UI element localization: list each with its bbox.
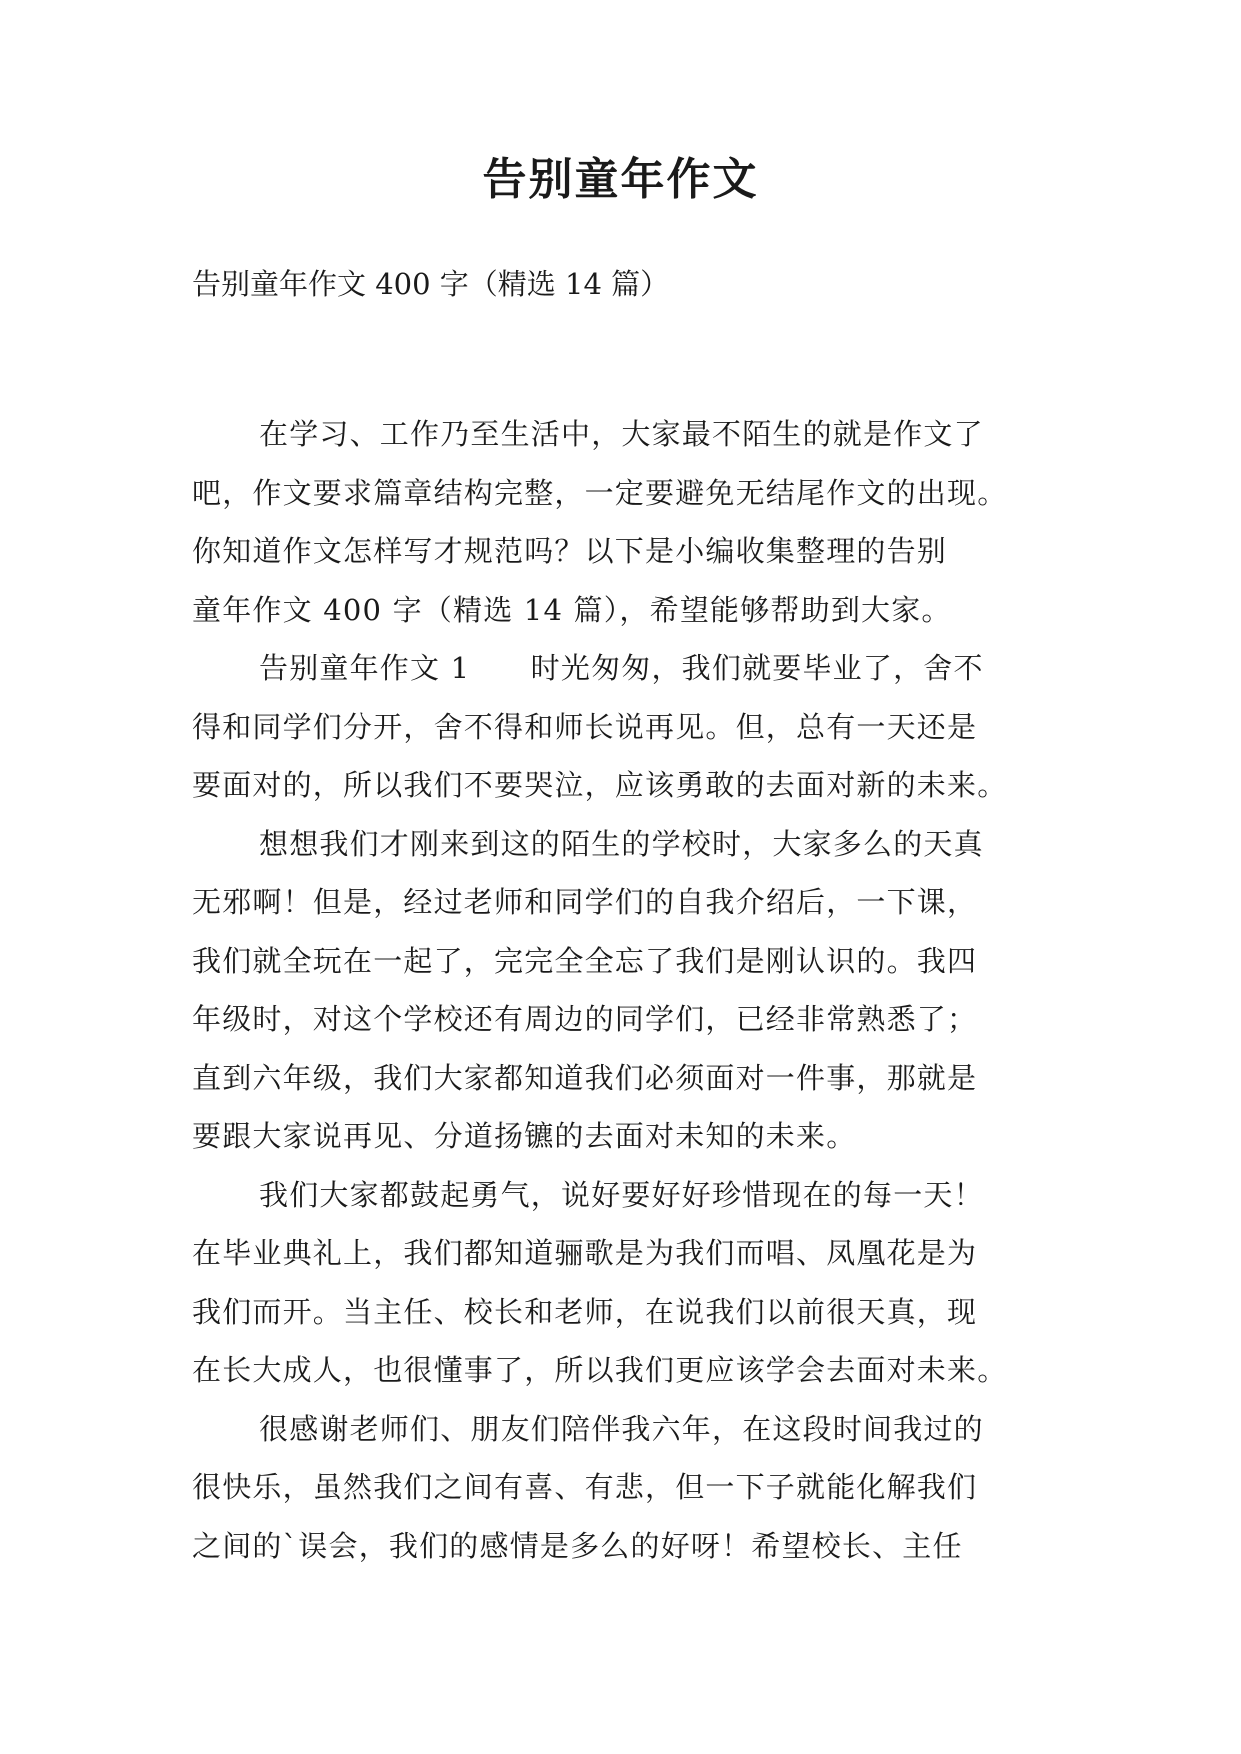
text-line: 我们而开。当主任、校长和老师，在说我们以前很天真，现 — [192, 1294, 978, 1329]
text-line: 在毕业典礼上，我们都知道骊歌是为我们而唱、凤凰花是为 — [192, 1236, 978, 1270]
text-line: 很感谢老师们、朋友们陪伴我六年，在这段时间我过的 — [259, 1411, 984, 1446]
text-line: 年级时，对这个学校还有周边的同学们，已经非常熟悉了； — [192, 1002, 978, 1036]
text-line: 要面对的，所以我们不要哭泣，应该勇敢的去面对新的未来。 — [192, 768, 1008, 802]
text-line: 很快乐，虽然我们之间有喜、有悲，但一下子就能化解我们 — [192, 1470, 978, 1504]
document-body — [192, 405, 1067, 1575]
text-line: 吧，作文要求篇章结构完整，一定要避免无结尾作文的出现。 — [192, 475, 1008, 510]
paragraph-intro — [192, 405, 1067, 639]
document-title: 告别童年作文 — [482, 154, 759, 205]
text-line: 得和同学们分开，舍不得和师长说再见。但，总有一天还是 — [192, 709, 978, 744]
text-line: 在学习、工作乃至生活中，大家最不陌生的就是作文了 — [259, 417, 984, 451]
document-subtitle: 告别童年作文 400 字（精选 14 篇） — [192, 267, 670, 301]
text-line: 童年作文 400 字（精选 14 篇），希望能够帮助到大家。 — [192, 592, 952, 627]
text-line: 要跟大家说再见、分道扬镳的去面对未知的未来。 — [192, 1119, 857, 1153]
text-line: 你知道作文怎样写才规范吗？以下是小编收集整理的告别 — [192, 534, 948, 568]
text-line: 直到六年级，我们大家都知道我们必须面对一件事，那就是 — [192, 1060, 978, 1095]
paragraph-graduation — [192, 1166, 1067, 1400]
text-line: 在长大成人，也很懂事了，所以我们更应该学会去面对未来。 — [192, 1353, 1008, 1387]
text-line: 我们就全玩在一起了，完完全全忘了我们是刚认识的。我四 — [192, 943, 978, 978]
text-line: 告别童年作文 1 时光匆匆，我们就要毕业了，舍不 — [259, 651, 984, 685]
text-line: 之间的`误会，我们的感情是多么的好呀！希望校长、主任 — [192, 1528, 963, 1563]
text-line: 无邪啊！但是，经过老师和同学们的自我介绍后，一下课， — [192, 885, 978, 919]
paragraph-thanks — [192, 1400, 1067, 1576]
text-line: 我们大家都鼓起勇气，说好要好好珍惜现在的每一天！ — [259, 1177, 984, 1212]
text-line: 想想我们才刚来到这的陌生的学校时，大家多么的天真 — [259, 826, 984, 861]
paragraph-essay-1 — [192, 639, 1067, 815]
paragraph-memories — [192, 815, 1067, 1166]
